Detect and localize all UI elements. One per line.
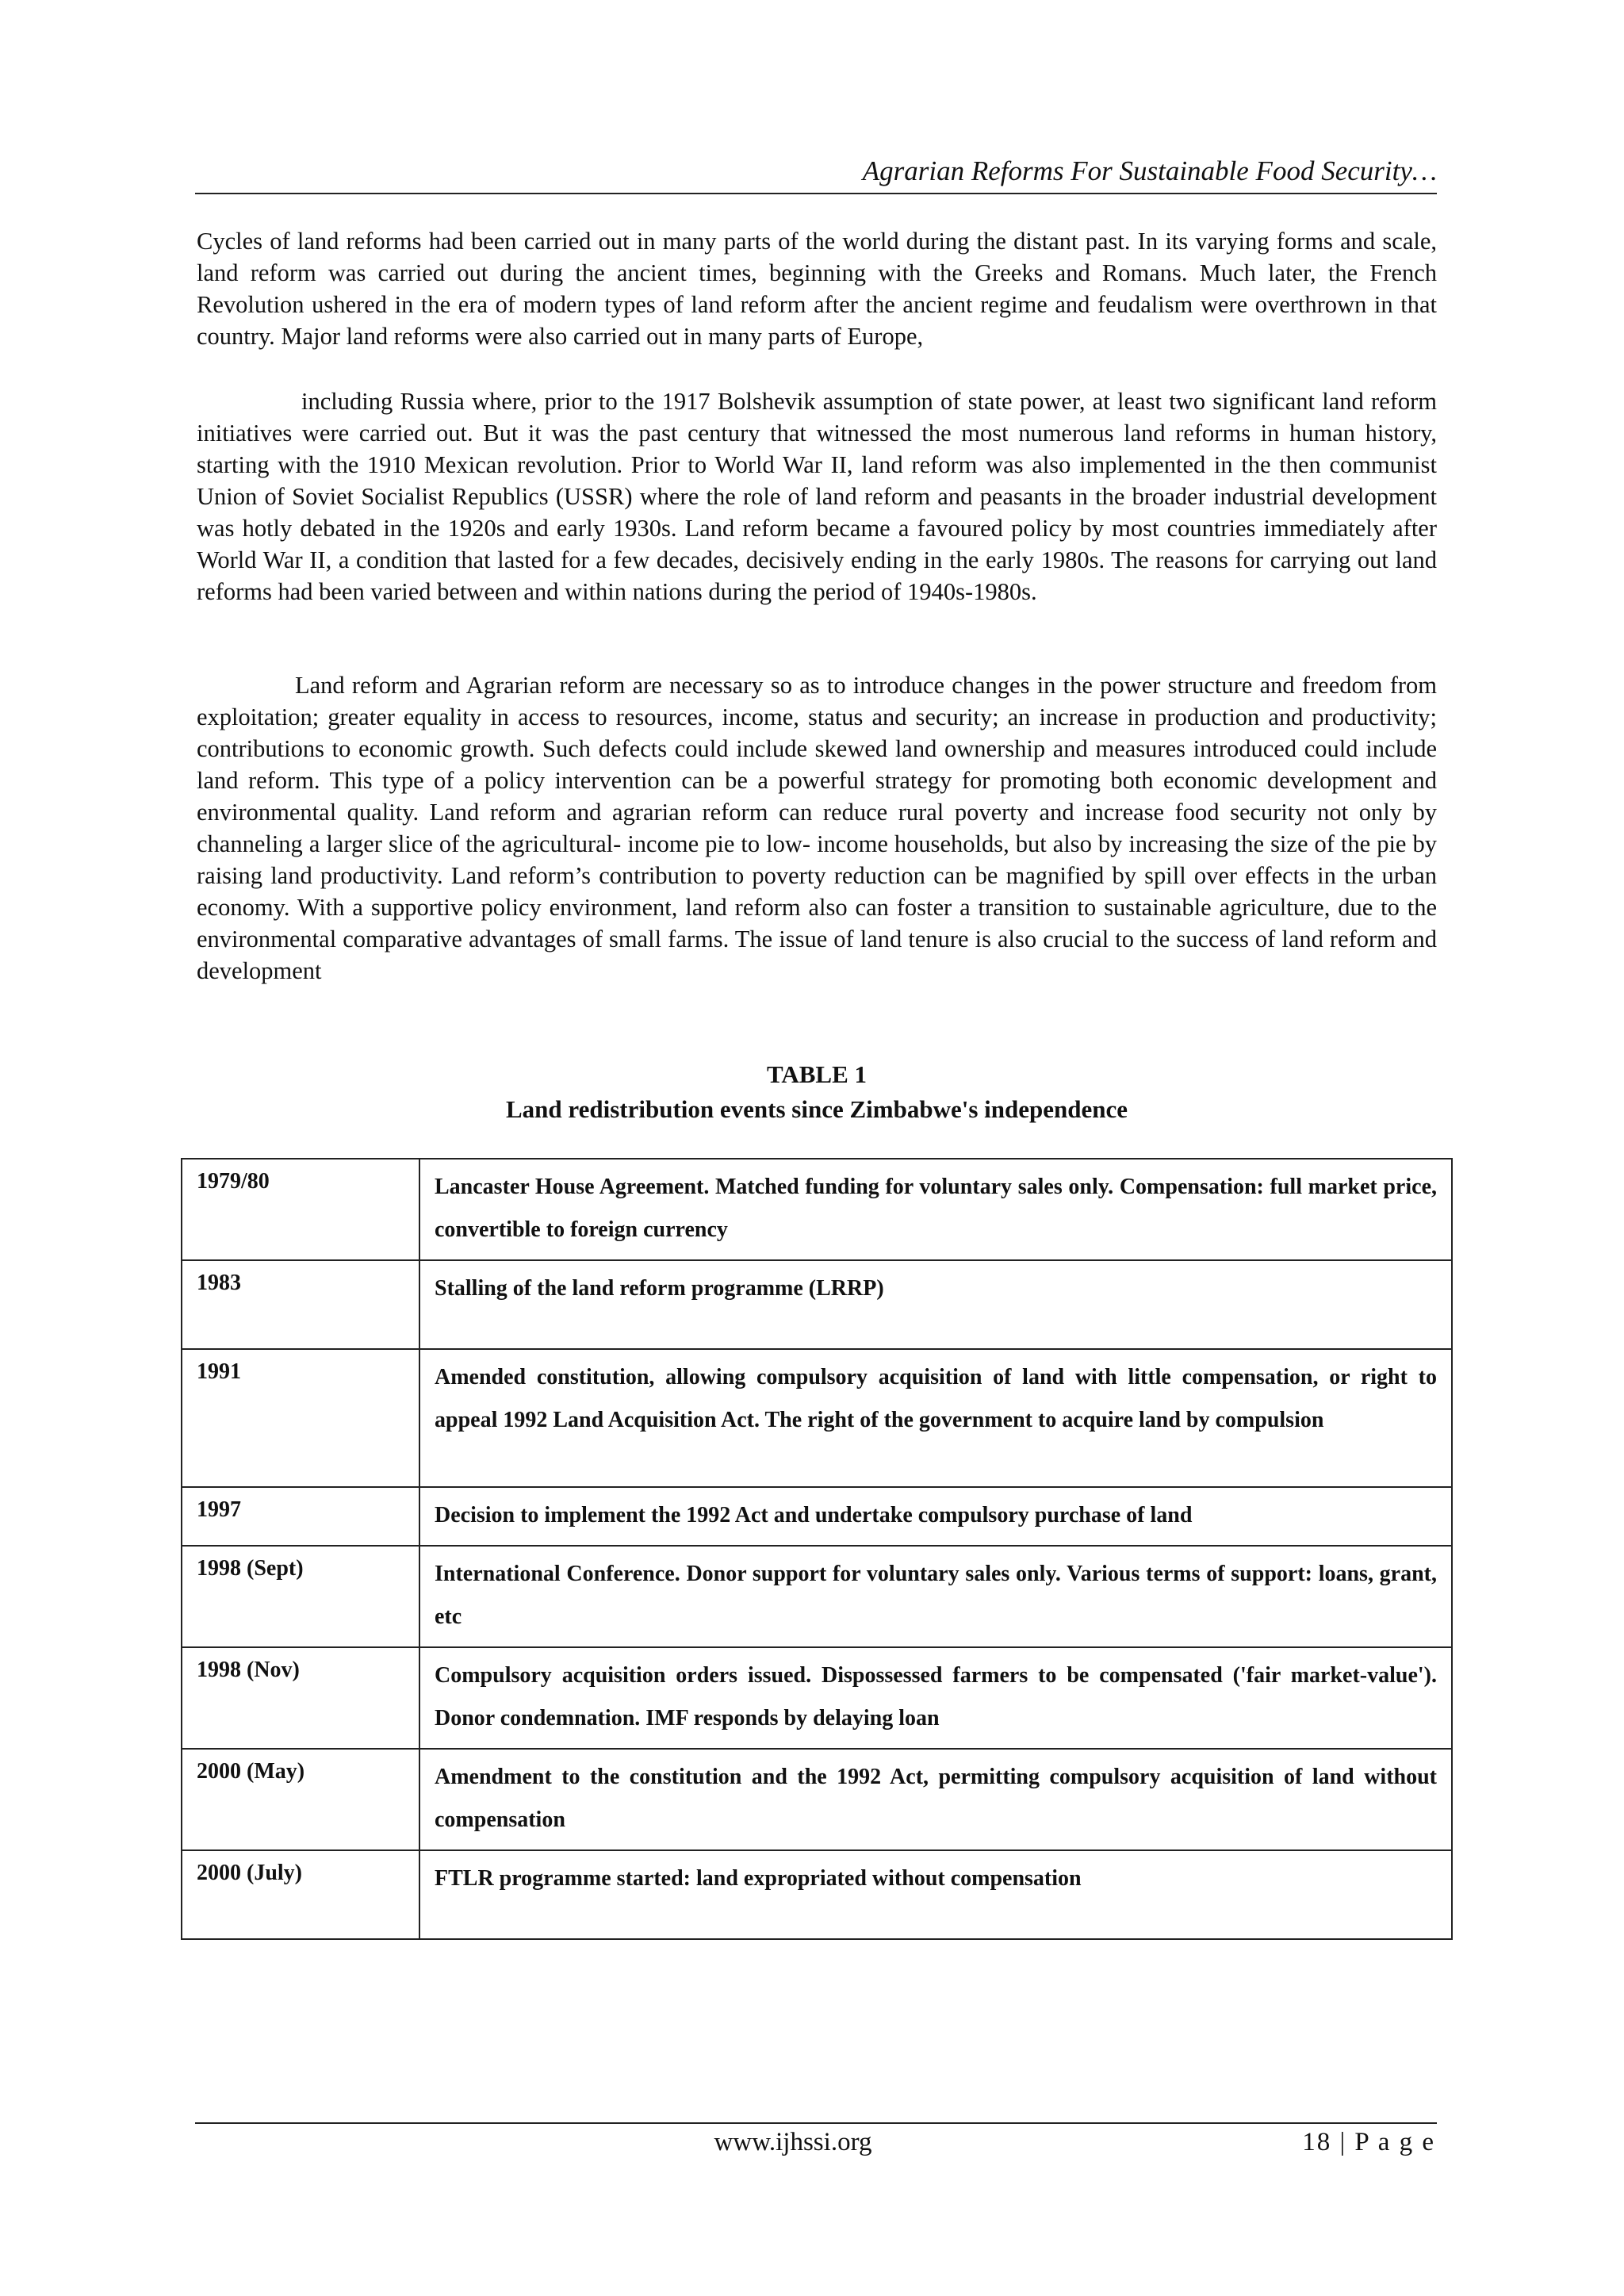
table-cell-event: International Conference. Donor support for voluntary sales only. Various terms of support: loans, grant, etc [419, 1546, 1452, 1647]
table-cell-event: Amendment to the constitution and the 1992 Act, permitting compulsory acquisition of land without compensation [419, 1749, 1452, 1850]
table-row [182, 1647, 1452, 1749]
table-cell-year: 1979/80 [182, 1159, 419, 1260]
table-cell-event: FTLR programme started: land expropriated without compensation [419, 1850, 1452, 1939]
table-cell-year: 2000 (May) [182, 1749, 419, 1850]
table-cell-event: Compulsory acquisition orders issued. Dispossessed farmers to be compensated ('fair market-value'). Donor condemnation. IMF responds by delaying loan [419, 1647, 1452, 1749]
table-cell-year: 2000 (July) [182, 1850, 419, 1939]
table-label: TABLE 1 [766, 1060, 868, 1088]
table-cell-event: Lancaster House Agreement. Matched funding for voluntary sales only. Compensation: full market price, convertible to foreign currency [419, 1159, 1452, 1260]
table-row [182, 1159, 1452, 1260]
table-cell-year: 1983 [182, 1260, 419, 1349]
table-cell-year: 1991 [182, 1349, 419, 1487]
table-title: Land redistribution events since Zimbabwe's independence [506, 1095, 1128, 1123]
table-cell-year: 1998 (Sept) [182, 1546, 419, 1647]
table-row [182, 1546, 1452, 1647]
running-header-title: Agrarian Reforms For Sustainable Food Security… [862, 155, 1437, 186]
table-cell-year: 1997 [182, 1487, 419, 1546]
table-row [182, 1260, 1452, 1349]
table-cell-year: 1998 (Nov) [182, 1647, 419, 1749]
table-row [182, 1749, 1452, 1850]
paragraph-2: Land reform and Agrarian reform are necessary so as to introduce changes in the power structure and freedom from exploitation; greater equality in access to resources, income, status and security; an increase in production and productivity; contributions to economic growth. Such defects could include skewed land ownership and measures introduced could include land reform. This type of a policy intervention can be a powerful strategy for promoting both economic development and environmental quality. Land reform and agrarian reform can reduce rural poverty and increase food security not only by channeling a larger slice of the agricultural- income pie to low- income households, but also by increasing the size of the pie by raising land productivity. Land reform’s contribution to poverty reduction can be magnified by spill over effects in the urban economy. With a supportive policy environment, land reform also can foster a transition to sustainable agriculture, due to the environmental comparative advantages of small farms. The issue of land tenure is also crucial to the success of land reform and development [197, 672, 1437, 984]
table-row [182, 1349, 1452, 1487]
land-redistribution-table [181, 1158, 1453, 1940]
paragraph-1-part-b: including Russia where, prior to the 1917 Bolshevik assumption of state power, at least two significant land reform initiatives were carried out. But it was the past century that witnessed the most numerous land reforms in human history, starting with the 1910 Mexican revolution. Prior to World War II, land reform was also implemented in the then communist Union of Soviet Socialist Republics (USSR) where the role of land reform and peasants in the broader industrial development was hotly debated in the 1920s and early 1930s. Land reform became a favoured policy by most countries immediately after World War II, a condition that lasted for a few decades, decisively ending in the early 1980s. The reasons for carrying out land reforms had been varied between and within nations during the period of 1940s-1980s. [197, 388, 1437, 605]
footer-rule [195, 2122, 1437, 2124]
paragraph-1-part-a: Cycles of land reforms had been carried out in many parts of the world during the distant past. In its varying forms and scale, land reform was carried out during the ancient times, beginning with the Greeks and Romans. Much later, the French Revolution ushered in the era of modern types of land reform after the ancient regime and feudalism were overthrown in that country. Major land reforms were also carried out in many parts of Europe, [197, 228, 1437, 350]
footer-page-number: 18 | P a g e [1302, 2128, 1435, 2156]
table-row [182, 1850, 1452, 1939]
table-cell-event: Decision to implement the 1992 Act and undertake compulsory purchase of land [419, 1487, 1452, 1546]
table-row [182, 1487, 1452, 1546]
header-rule [195, 193, 1437, 194]
footer-journal-url: www.ijhssi.org [714, 2128, 872, 2156]
table-cell-event: Amended constitution, allowing compulsory acquisition of land with little compensation, or right to appeal 1992 Land Acquisition Act. The right of the government to acquire land by compulsion [419, 1349, 1452, 1487]
table-cell-event: Stalling of the land reform programme (LRRP) [419, 1260, 1452, 1349]
